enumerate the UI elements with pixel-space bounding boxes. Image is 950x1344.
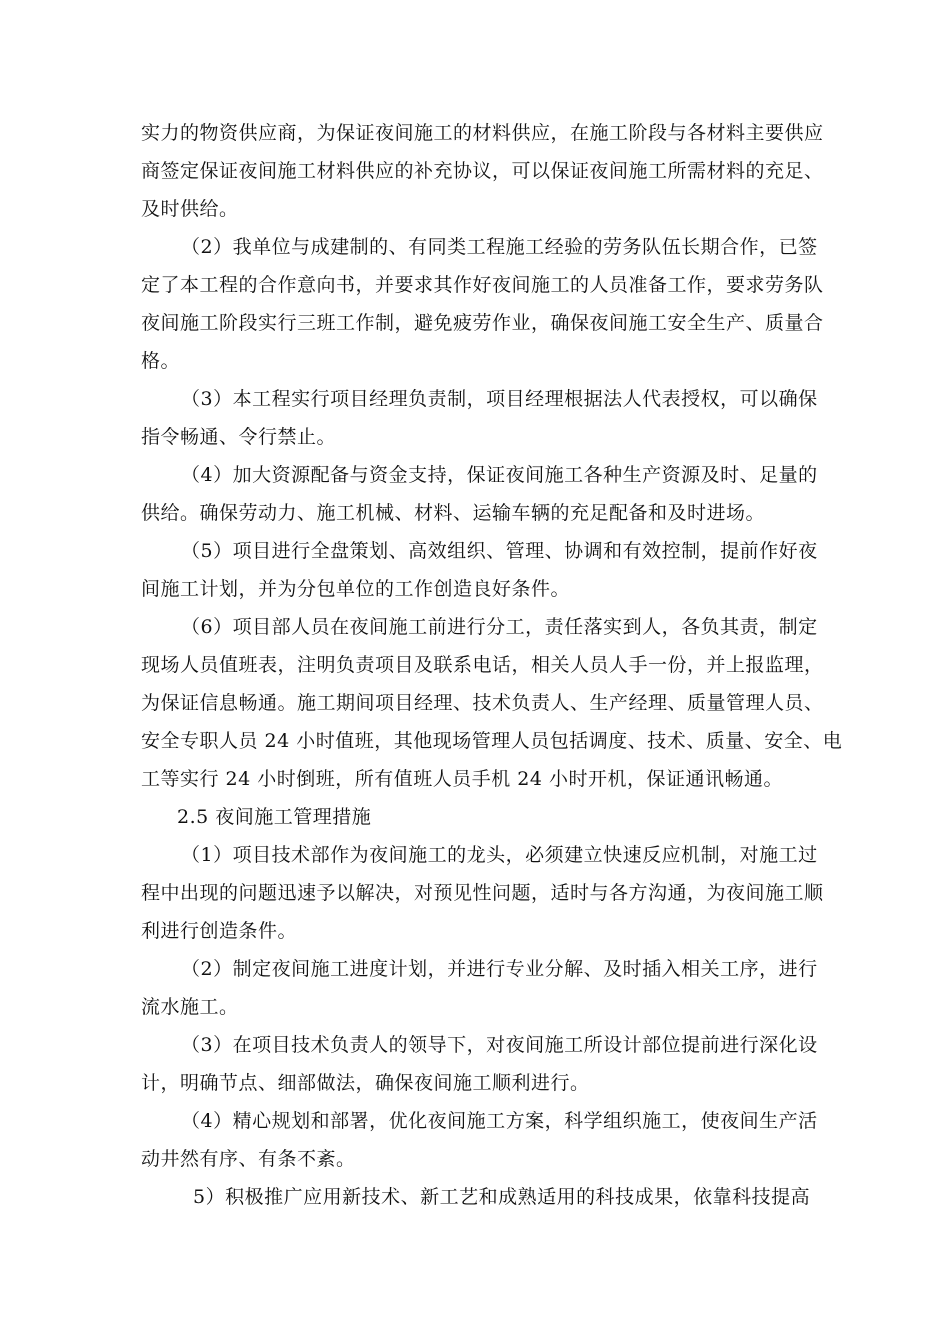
text-line: 为保证信息畅通。施工期间项目经理、技术负责人、生产经理、质量管理人员、 [141, 692, 824, 714]
text-line: （1）项目技术部作为夜间施工的龙头，必须建立快速反应机制，对施工过 [181, 844, 818, 866]
paragraph-material-supply [141, 114, 831, 228]
section-heading [141, 798, 831, 836]
text-line: 程中出现的问题迅速予以解决，对预见性问题，适时与各方沟通，为夜间施工顺 [141, 882, 824, 904]
text-line: 5）积极推广应用新技术、新工艺和成熟适用的科技成果，依靠科技提高 [193, 1186, 811, 1208]
paragraph-item-5-planning [141, 532, 831, 608]
text-line: （2）制定夜间施工进度计划，并进行专业分解、及时插入相关工序，进行 [181, 958, 818, 980]
text-line: 计，明确节点、细部做法，确保夜间施工顺利进行。 [141, 1072, 590, 1094]
text-line: 定了本工程的合作意向书，并要求其作好夜间施工的人员准备工作，要求劳务队 [141, 274, 824, 296]
text-line: 流水施工。 [141, 996, 239, 1018]
text-line: 夜间施工阶段实行三班工作制，避免疲劳作业，确保夜间施工安全生产、质量合 [141, 312, 824, 334]
text-line: （3）本工程实行项目经理负责制，项目经理根据法人代表授权，可以确保 [181, 388, 818, 410]
text-line: （2）我单位与成建制的、有同类工程施工经验的劳务队伍长期合作，已签 [181, 236, 818, 258]
text-line: （6）项目部人员在夜间施工前进行分工，责任落实到人，各负其责，制定 [181, 616, 818, 638]
text-line: 动井然有序、有条不紊。 [141, 1148, 356, 1170]
text-line: 商签定保证夜间施工材料供应的补充协议，可以保证夜间施工所需材料的充足、 [141, 160, 824, 182]
paragraph-measure-5 [141, 1178, 831, 1216]
document-body [141, 114, 843, 1216]
text-line: （4）加大资源配备与资金支持，保证夜间施工各种生产资源及时、足量的 [181, 464, 818, 486]
paragraph-measure-4 [141, 1102, 831, 1178]
text-line: （5）项目进行全盘策划、高效组织、管理、协调和有效控制，提前作好夜 [181, 540, 818, 562]
paragraph-measure-1 [141, 836, 831, 950]
text-line: （4）精心规划和部署，优化夜间施工方案，科学组织施工，使夜间生产活 [181, 1110, 818, 1132]
text-line: （3）在项目技术负责人的领导下，对夜间施工所设计部位提前进行深化设 [181, 1034, 818, 1056]
paragraph-item-4-resources [141, 456, 831, 532]
text-line: 格。 [141, 350, 181, 372]
paragraph-item-6-duty [141, 608, 843, 798]
text-line: 供给。确保劳动力、施工机械、材料、运输车辆的充足配备和及时进场。 [141, 502, 766, 524]
text-line: 及时供给。 [141, 198, 239, 220]
text-line: 指令畅通、令行禁止。 [141, 426, 337, 448]
paragraph-item-3-manager [141, 380, 831, 456]
section-heading-text: 2.5 夜间施工管理措施 [177, 806, 372, 828]
text-line: 实力的物资供应商，为保证夜间施工的材料供应，在施工阶段与各材料主要供应 [141, 122, 824, 144]
paragraph-item-2-labor [141, 228, 831, 380]
text-line: 间施工计划，并为分包单位的工作创造良好条件。 [141, 578, 571, 600]
text-line: 安全专职人员 24 小时值班，其他现场管理人员包括调度、技术、质量、安全、电 [141, 730, 843, 752]
paragraph-measure-3 [141, 1026, 831, 1102]
paragraph-measure-2 [141, 950, 831, 1026]
text-line: 工等实行 24 小时倒班，所有值班人员手机 24 小时开机，保证通讯畅通。 [141, 768, 784, 790]
text-line: 利进行创造条件。 [141, 920, 298, 942]
text-line: 现场人员值班表，注明负责项目及联系电话，相关人员人手一份，并上报监理， [141, 654, 824, 676]
